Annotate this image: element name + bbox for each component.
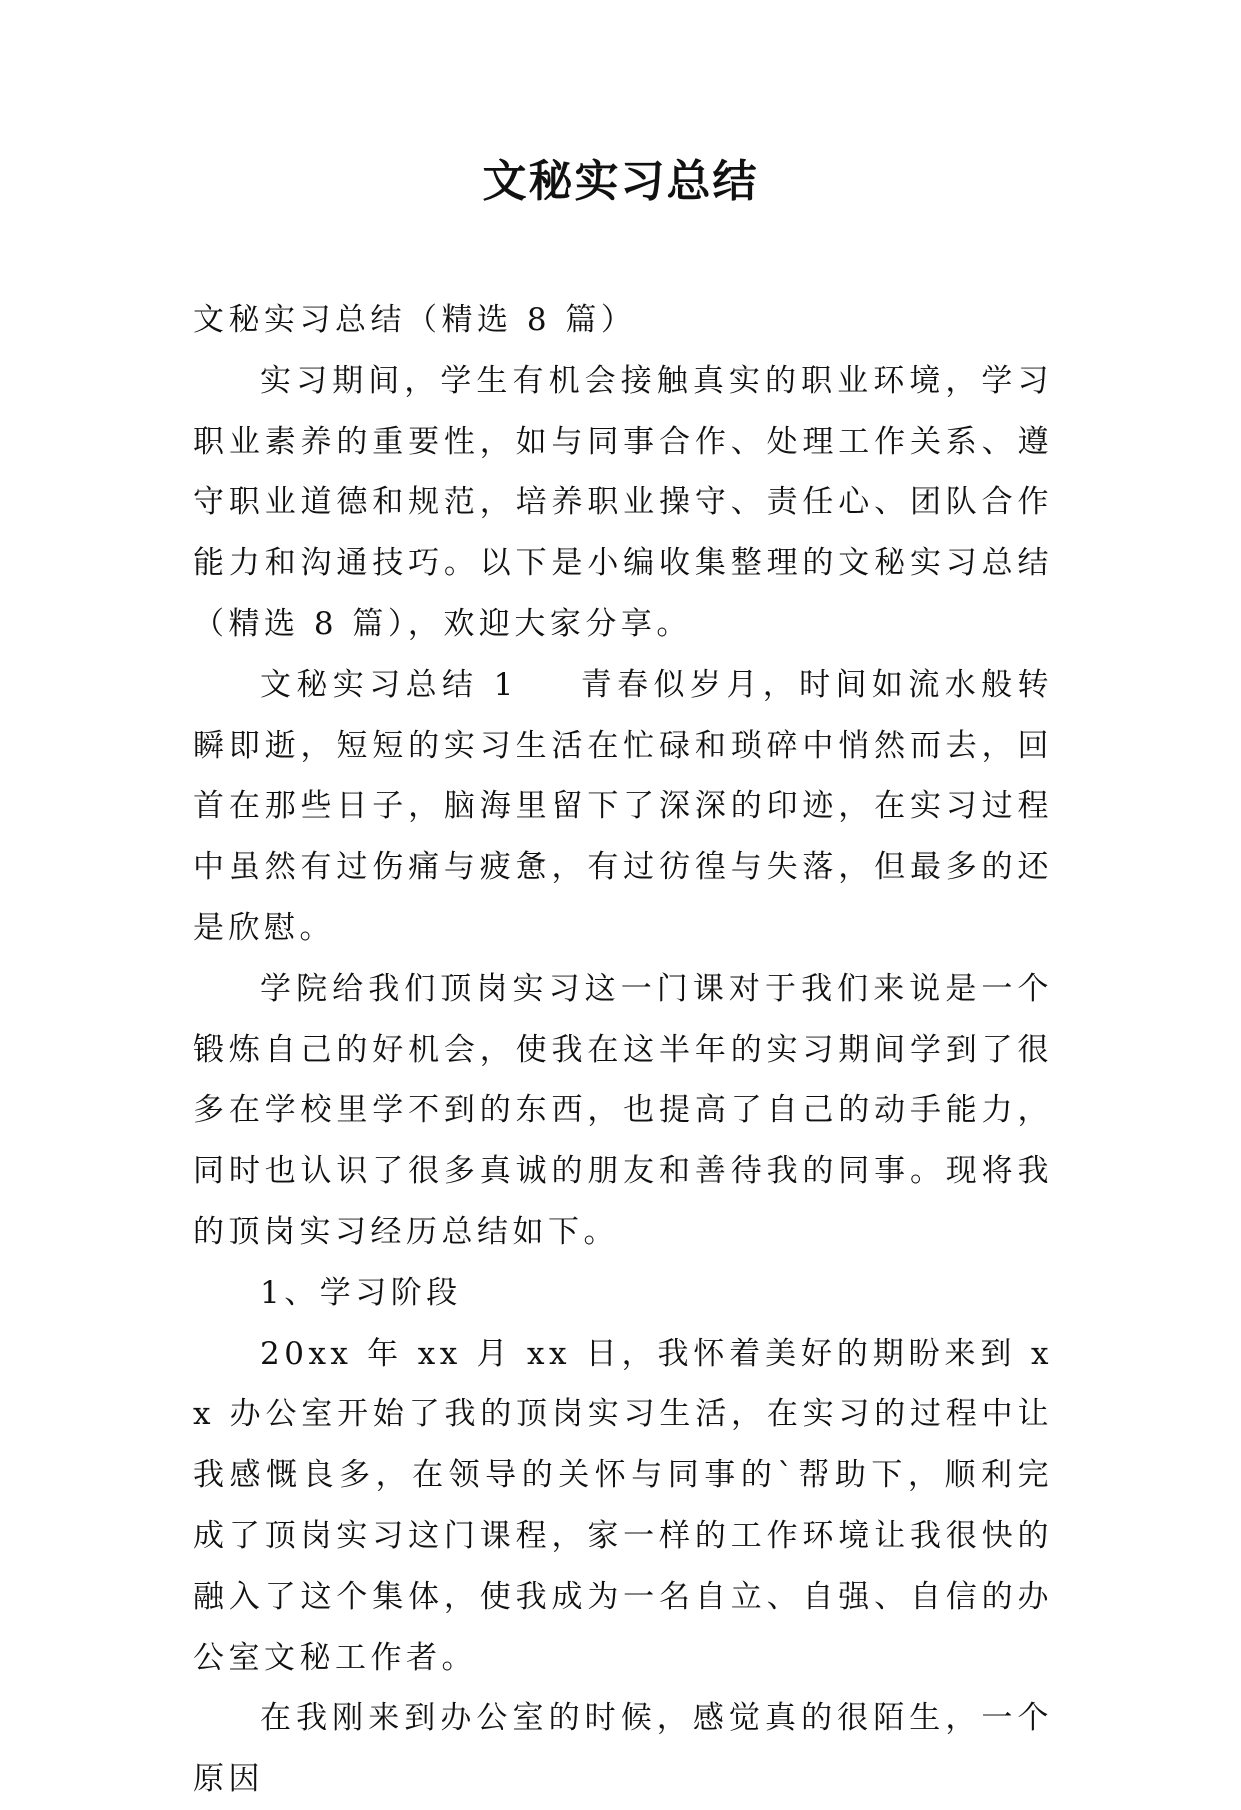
- intro-paragraph: 实习期间，学生有机会接触真实的职业环境，学习职业素养的重要性，如与同事合作、处理工作关系、遵守职业道德和规范，培养职业操守、责任心、团队合作能力和沟通技巧。以下是小编收集整理的文秘实习总结（精选 8 篇），欢迎大家分享。: [193, 362, 1053, 642]
- document-body: [193, 290, 1053, 1810]
- section-paragraph: [193, 655, 1053, 959]
- section-opening-text: 青春似岁月，时间如流水般转瞬即逝，短短的实习生活在忙碌和琐碎中悄然而去，回首在那些日子，脑海里留下了深深的印迹，在实习过程中虽然有过伤痛与疲惫，有过彷徨与失落，但最多的还是欣慰。: [193, 666, 1054, 946]
- subtitle-paragraph: 文秘实习总结（精选 8 篇）: [193, 302, 637, 338]
- body-paragraph: 学院给我们顶岗实习这一门课对于我们来说是一个锻炼自己的好机会，使我在这半年的实习期间学到了很多在学校里学不到的东西，也提高了自己的动手能力，同时也认识了很多真诚的朋友和善待我的同事。现将我的顶岗实习经历总结如下。: [193, 970, 1053, 1250]
- section-heading: 文秘实习总结 1: [260, 666, 518, 703]
- body-paragraph: 20xx 年 xx 月 xx 日，我怀着美好的期盼来到 xx 办公室开始了我的顶岗实习生活，在实习的过程中让我感慨良多，在领导的关怀与同事的`帮助下，顺利完成了顶岗实习这门课程，家一样的工作环境让我很快的融入了这个集体，使我成为一名自立、自强、自信的办公室文秘工作者。: [193, 1335, 1053, 1676]
- subheading-paragraph: 1、学习阶段: [260, 1274, 462, 1311]
- body-paragraph: 在我刚来到办公室的时候，感觉真的很陌生，一个原因: [193, 1700, 1053, 1798]
- document-title: 文秘实习总结: [482, 156, 759, 207]
